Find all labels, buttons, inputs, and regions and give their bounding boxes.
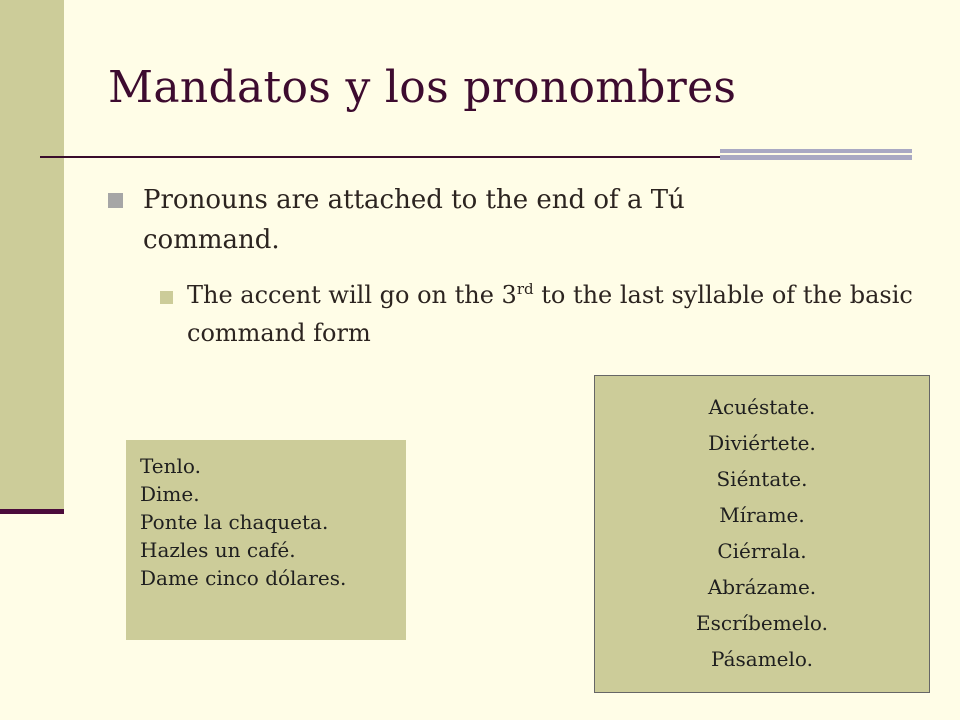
sidebar-rule [0,509,64,514]
example-line: Escríbemelo. [696,611,828,635]
example-line: Tenlo. [140,454,201,478]
example-line: Ponte la chaqueta. [140,510,329,534]
bullet-sub-superscript: rd [516,280,534,298]
title-accent-gap [720,153,912,155]
bullet-square-icon [108,193,123,208]
example-line: Mírame. [719,503,805,527]
bullet-sub-text-end: to the last syllable of the basic command form [187,281,913,347]
example-line: Dime. [140,482,200,506]
example-line: Ciérrala. [717,539,807,563]
example-line: Diviértete. [708,431,816,455]
sidebar-bar [0,0,64,512]
example-line: Abrázame. [707,575,817,599]
example-line: Hazles un café. [140,538,296,562]
bullet-sub-text-start: The accent will go on the 3 [187,281,517,309]
bullet-main: Pronouns are attached to the end of a Tú command. [143,185,685,255]
examples-box-right [594,375,930,693]
bullet-sub [187,276,927,352]
sub-bullet-square-icon [160,291,173,304]
example-line: Acuéstate. [708,395,816,419]
slide-title: Mandatos y los pronombres [108,62,737,113]
examples-box-left [126,440,406,640]
example-line: Dame cinco dólares. [140,566,347,590]
example-line: Siéntate. [716,467,808,491]
example-line: Pásamelo. [711,647,813,671]
